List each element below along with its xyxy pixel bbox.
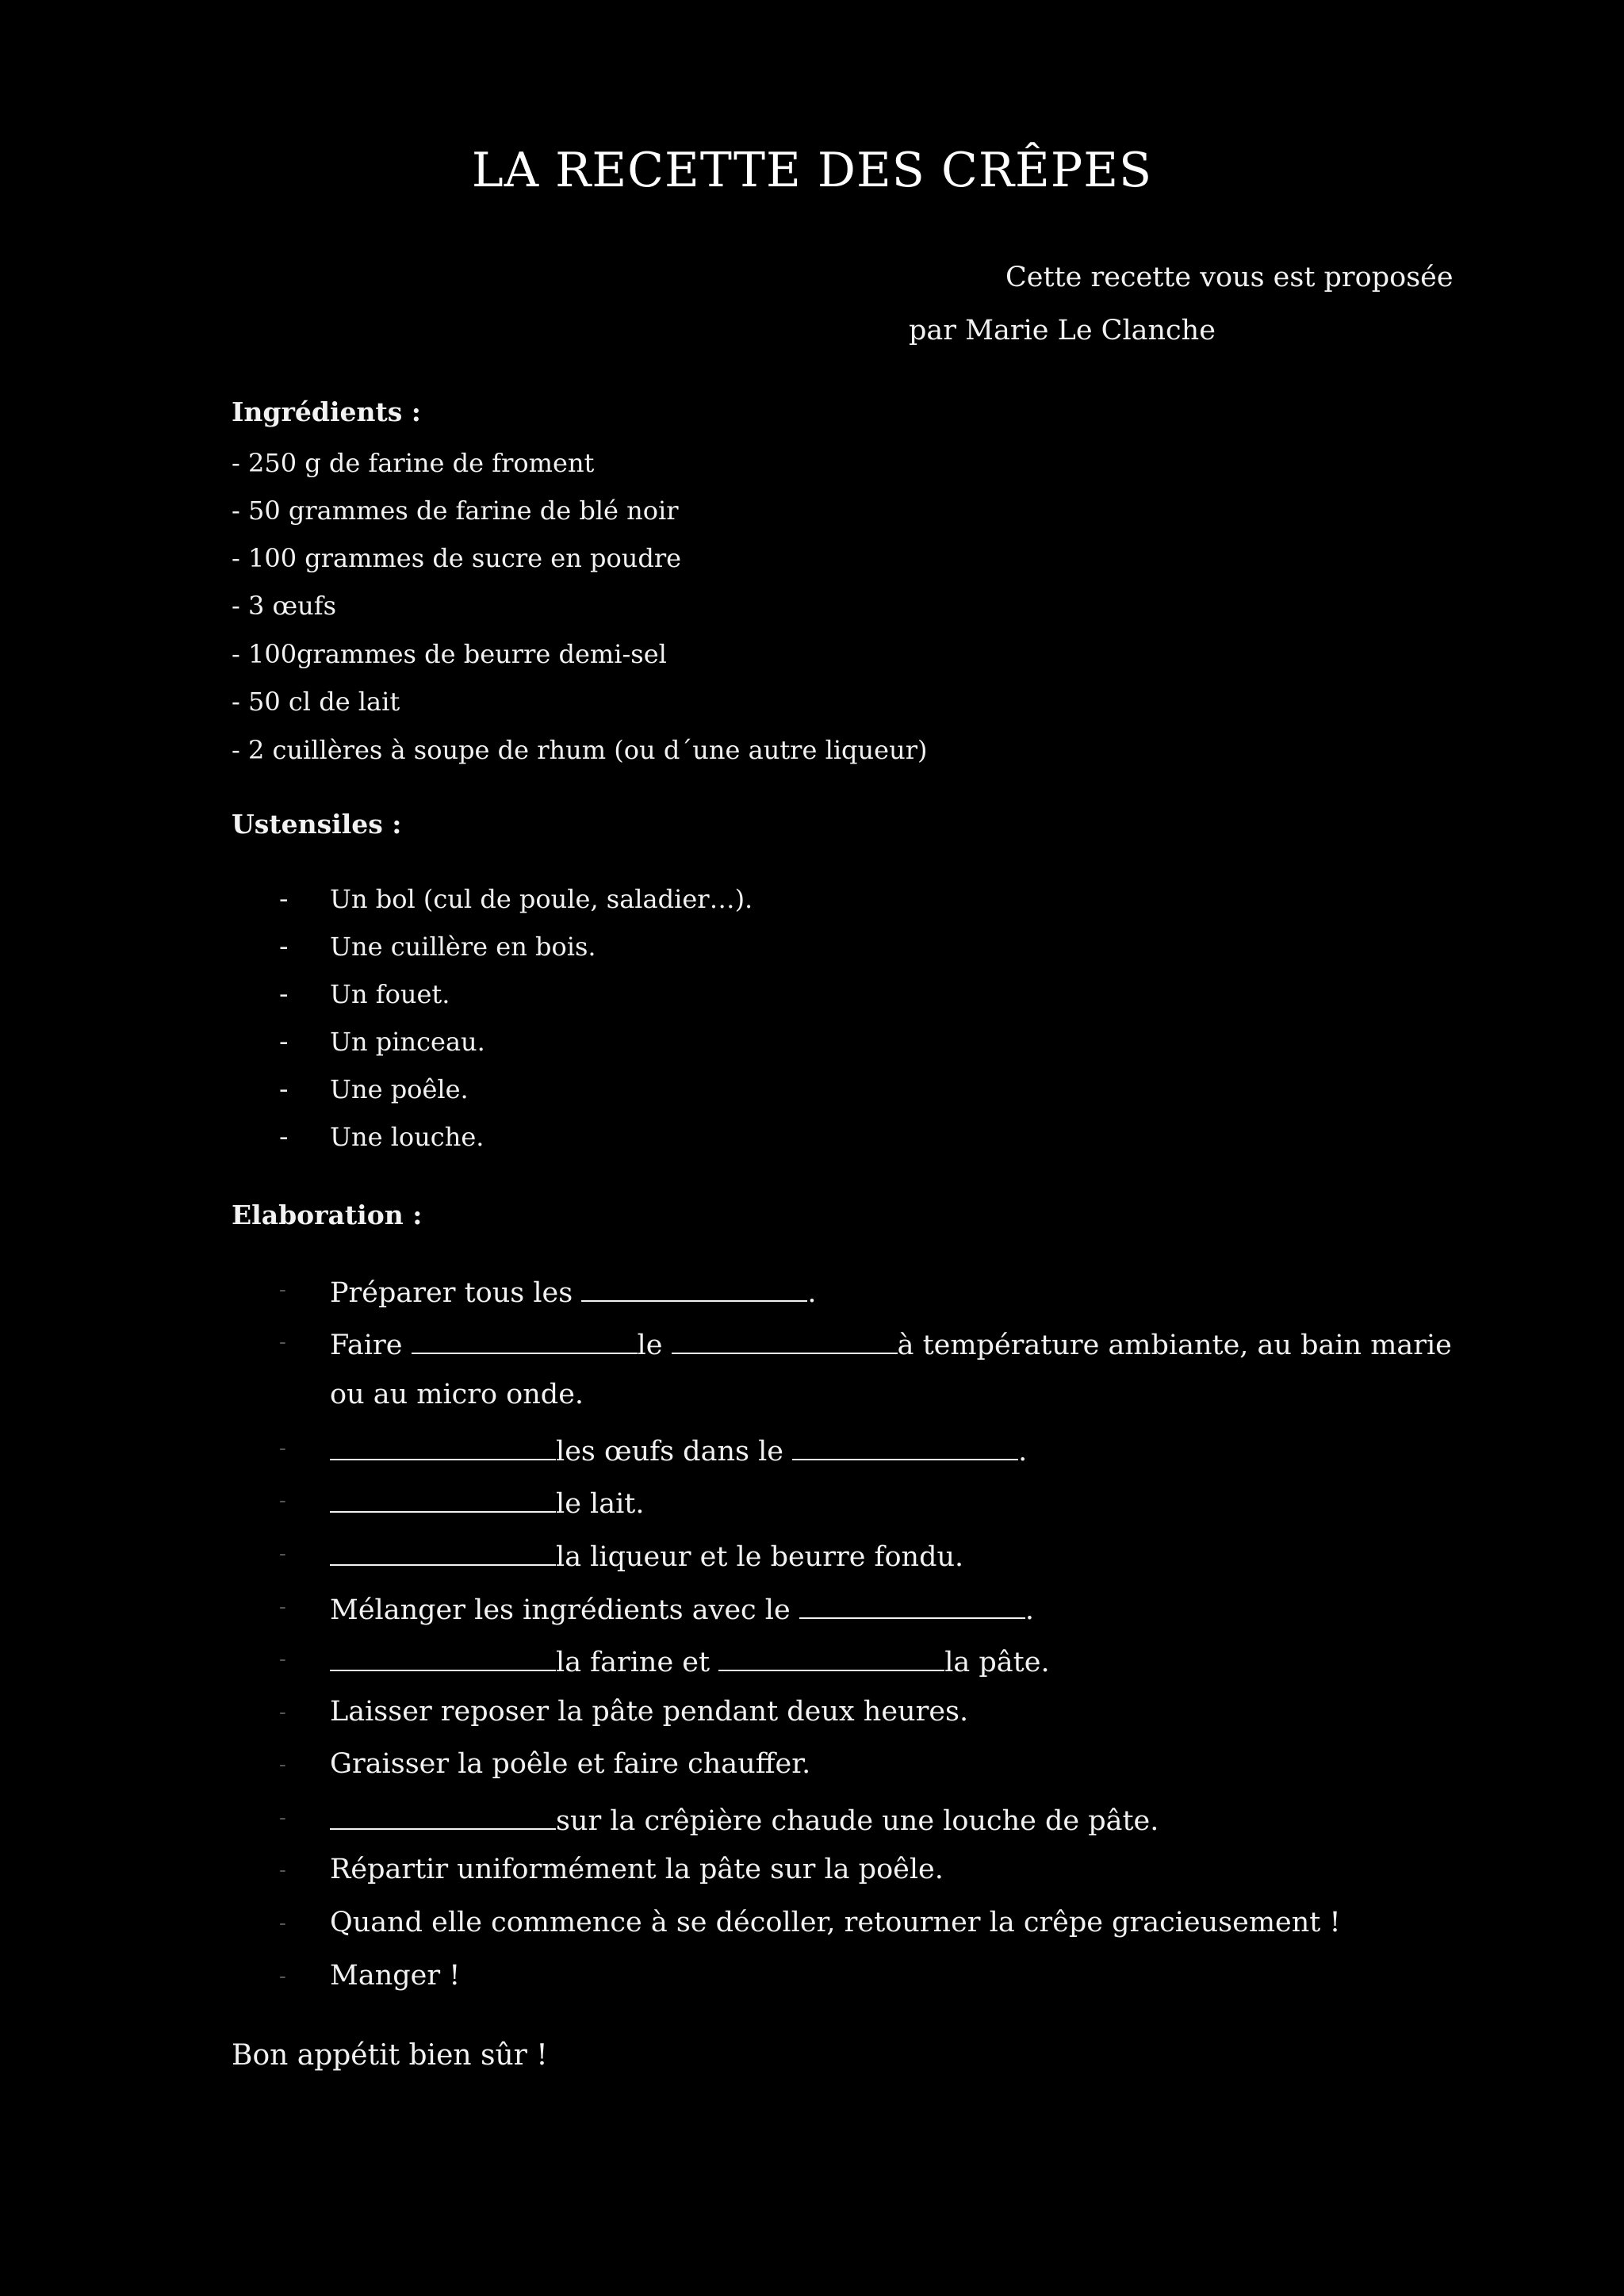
- bullet-dash: -: [279, 1121, 289, 1153]
- fill-blank[interactable]: [799, 1590, 1025, 1619]
- elaboration-heading: Elaboration :: [232, 1200, 423, 1230]
- step-text: .: [1018, 1436, 1028, 1468]
- utensil-item: Une louche.: [330, 1122, 485, 1152]
- bullet-dash: -: [279, 1026, 289, 1058]
- utensil-item: Un bol (cul de poule, saladier…).: [330, 884, 753, 914]
- fill-blank[interactable]: [718, 1643, 944, 1671]
- step-continuation: [330, 1379, 584, 1410]
- step-item: [330, 1907, 1341, 1938]
- step-text: la pâte.: [944, 1647, 1050, 1678]
- ingredient-item: - 100grammes de beurre demi-sel: [232, 639, 667, 669]
- bullet-dash: -: [279, 1278, 286, 1302]
- bullet-dash: -: [279, 978, 289, 1010]
- ingredient-item: - 50 grammes de farine de blé noir: [232, 496, 679, 526]
- step-text: .: [1025, 1594, 1034, 1626]
- step-text: Préparer tous les: [330, 1277, 582, 1309]
- bullet-dash: -: [279, 1073, 289, 1105]
- bullet-dash: -: [279, 1330, 286, 1354]
- step-text: Laisser reposer la pâte pendant deux heures.: [330, 1696, 969, 1728]
- bullet-dash: -: [279, 1858, 286, 1882]
- step-item: [330, 1432, 1027, 1468]
- bullet-dash: -: [279, 1489, 286, 1513]
- bullet-dash: -: [279, 1965, 286, 1988]
- ingredient-item: - 2 cuillères à soupe de rhum (ou d´une autre liqueur): [232, 735, 928, 765]
- utensil-item: Une cuillère en bois.: [330, 932, 596, 962]
- step-text: le lait.: [556, 1488, 645, 1520]
- step-text: les œufs dans le: [556, 1436, 793, 1468]
- step-item: [330, 1801, 1159, 1837]
- author-credit-line-2: par Marie Le Clanche: [909, 315, 1216, 346]
- step-text: ou au micro onde.: [330, 1379, 584, 1410]
- bullet-dash: -: [279, 1595, 286, 1619]
- bullet-dash: -: [279, 1806, 286, 1830]
- fill-blank[interactable]: [330, 1484, 556, 1513]
- step-text: la liqueur et le beurre fondu.: [556, 1541, 964, 1573]
- step-item: [330, 1696, 968, 1728]
- fill-blank[interactable]: [330, 1432, 556, 1460]
- step-item: [330, 1854, 944, 1885]
- bullet-dash: -: [279, 1437, 286, 1460]
- bullet-dash: -: [279, 1542, 286, 1566]
- ingredients-heading: Ingrédients :: [232, 396, 421, 427]
- step-item: [330, 1273, 816, 1309]
- step-text: la farine et: [556, 1647, 719, 1678]
- step-text: .: [807, 1277, 817, 1309]
- ingredient-item: - 3 œufs: [232, 591, 337, 621]
- bullet-dash: -: [279, 931, 289, 962]
- bullet-dash: -: [279, 1753, 286, 1777]
- fill-blank[interactable]: [792, 1432, 1018, 1460]
- step-text: Graisser la poêle et faire chauffer.: [330, 1748, 811, 1780]
- step-item: [330, 1537, 963, 1573]
- fill-blank[interactable]: [581, 1273, 807, 1302]
- fill-blank[interactable]: [672, 1326, 898, 1354]
- utensils-heading: Ustensiles :: [232, 809, 402, 840]
- ingredient-item: - 100 grammes de sucre en poudre: [232, 543, 682, 573]
- step-item: [330, 1960, 460, 1992]
- step-text: sur la crêpière chaude une louche de pâte.: [556, 1805, 1159, 1837]
- ingredient-item: - 50 cl de lait: [232, 687, 400, 717]
- step-item: [330, 1643, 1050, 1678]
- fill-blank[interactable]: [330, 1801, 556, 1830]
- step-text: le: [637, 1330, 672, 1361]
- bullet-dash: -: [279, 1911, 286, 1935]
- utensil-item: Un pinceau.: [330, 1027, 485, 1057]
- utensil-item: Une poêle.: [330, 1074, 469, 1104]
- step-text: Quand elle commence à se décoller, retourner la crêpe gracieusement !: [330, 1907, 1341, 1938]
- step-text: Répartir uniformément la pâte sur la poêle.: [330, 1854, 944, 1885]
- utensil-item: Un fouet.: [330, 979, 450, 1009]
- fill-blank[interactable]: [330, 1643, 556, 1671]
- bullet-dash: -: [279, 883, 289, 915]
- bullet-dash: -: [279, 1701, 286, 1724]
- step-text: Mélanger les ingrédients avec le: [330, 1594, 799, 1626]
- step-item: [330, 1748, 810, 1780]
- step-text: à température ambiante, au bain marie: [897, 1330, 1452, 1361]
- step-item: [330, 1326, 1452, 1361]
- fill-blank[interactable]: [412, 1326, 638, 1354]
- bullet-dash: -: [279, 1647, 286, 1671]
- ingredient-item: - 250 g de farine de froment: [232, 448, 595, 478]
- step-item: [330, 1484, 644, 1520]
- step-item: [330, 1590, 1034, 1626]
- fill-blank[interactable]: [330, 1537, 556, 1566]
- step-text: Faire: [330, 1330, 412, 1361]
- page-title: LA RECETTE DES CRÊPES: [471, 143, 1153, 198]
- step-text: Manger !: [330, 1960, 461, 1992]
- author-credit-line-1: Cette recette vous est proposée: [1005, 262, 1454, 293]
- closing-line: Bon appétit bien sûr !: [232, 2039, 548, 2072]
